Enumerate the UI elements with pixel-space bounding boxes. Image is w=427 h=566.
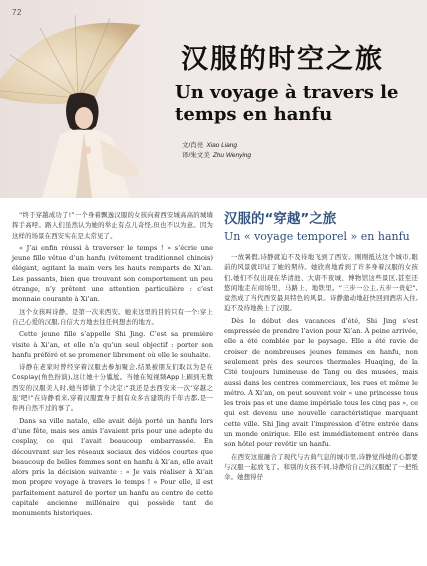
page-number: 72 [12,8,22,17]
paragraph-french: Dès le début des vacances d’été, Shi Jing s’est empressée de prendre l’avion pour Xi’an. À peine arrivée, elle a été comblée par le paysage. Elle a été ravie de croiser de nombreuses jeunes femmes en hanfu, non seulement près des sources thermales Huaqing, de la Cité toujours lumineuse de Tang ou des musées, mais aussi dans les centres commerciaux, les rues et même le métro. À Xi’an, on peut souvent voir « une princesse tous les trois pas et une dame impériale tous les cinq pas », ce qui est devenu une nouvelle caractéristique marquant cette ville. Shi Jing avait l’impression d’être entrée dans un monde onirique. Elle est immédiatement entrée dans son hôtel pour revêtir un hanfu. [224,316,418,449]
paragraph-chinese: 这个女孩叫诗静。是第一次来西安。她来这里的目的只有一个:穿上自己心爱的汉服,自信大方地去往任何想去的地方。 [12,307,213,326]
paragraph-chinese: “终于穿越成功了!”一个身着飘逸汉服的女孩向着西安城高高的城墙挥手高呼。路人们虽然认为她的举止有点儿奇怪,但也不以为意。因为这样的场景在西安实在是太常见了。 [12,211,213,240]
paragraph-french: « J’ai enfin réussi à traverser le temps ! » s’écrie une jeune fille vêtue d’un hanfu (vêtement traditionnel chinois) élégant, agitant la main vers les hauts remparts de Xi’an. Les passants, bien que trouvant son comportement un peu étrange, n’y prêtent une attention particulière : c’est monnaie courante à Xi’an. [12,243,213,304]
paragraph-french: Cette jeune fille s’appelle Shi Jing. C’est sa première visite à Xi’an, et elle n’a qu’un seul objectif : porter son hanfu préféré et se promener librement où elle le souhaite. [12,330,213,359]
author-credits [182,141,251,161]
translator-name-latin: Zhu Wenying [212,152,251,159]
paragraph-chinese: 诗静在老家时曾经穿着汉服去参加聚会,结果被朋友们取以为是在Cosplay(角色扮演),这让她十分尴尬。当她在短视频App上刷到无数西安的汉服美人时,她当即做了个决定:“我还是去西安来一次‘穿越之旅’吧!”在诗静看来,穿着汉服置身于拥有众多古建筑的千年古都,是一件再自然不过的事了。 [12,363,213,413]
paragraph-chinese: 一放暑假,诗静就迫不及待地飞到了西安。刚刚抵达这个城市,眼前的风景就印证了她的期待。她欣喜地看到了许多身着汉服的女孩们,她们不仅出现在华清池、大唐不夜城、博物馆这些景区,甚至还悠闲地走在商场里、马路上、地铁里。“三步一公主,五步一贵妃”,竟然成了当代西安最具特色的风景。诗静激动地赶快回到酒店入住,迫不及待地换上了汉服。 [224,253,418,313]
article-title-french: Un voyage à travers le temps en hanfu [175,82,399,125]
right-column [224,210,418,485]
translator-credit [182,151,251,161]
article-title-chinese: 汉服的时空之旅 [181,44,384,75]
author-name-chinese: 文/肖亮 [182,142,204,149]
title-block [175,44,420,126]
section-heading-french: Un « voyage temporel » en hanfu [224,230,410,243]
hero-photo [0,0,165,198]
section-heading-chinese: 汉服的“穿越”之旅 [224,211,337,227]
author-name-latin: Xiao Liang [206,142,238,149]
translator-name-chinese: 译/朱文美 [182,152,210,159]
paragraph-french: Dans sa ville natale, elle avait déjà porté un hanfu lors d’une fête, mais ses amis l’avaient pris pour une adepte du cosplay, ce qui l’avait beaucoup embarrassée. En découvrant sur les réseaux sociaux des vidéos courtes que beaucoup de belles femmes sont en hanfu à Xi’an, elle avait alors pris la décision suivante : « Je vais réaliser à Xi’an mon propre voyage à travers le temps ! » Pour elle, il est parfaitement naturel de porter un hanfu au centre de cette capitale ancienne millénaire qui possède tant de monuments historiques. [12,416,213,518]
paragraph-chinese: 在西安这座融合了现代与古典气息的城市里,诗静觉得她的心都要与汉服一起放飞了。和别的女孩不同,诗静给自己的汉服配了一把纸伞。她想得仔 [224,452,418,482]
author-credit [182,141,251,151]
hero-banner [0,0,427,198]
left-column [12,210,213,521]
